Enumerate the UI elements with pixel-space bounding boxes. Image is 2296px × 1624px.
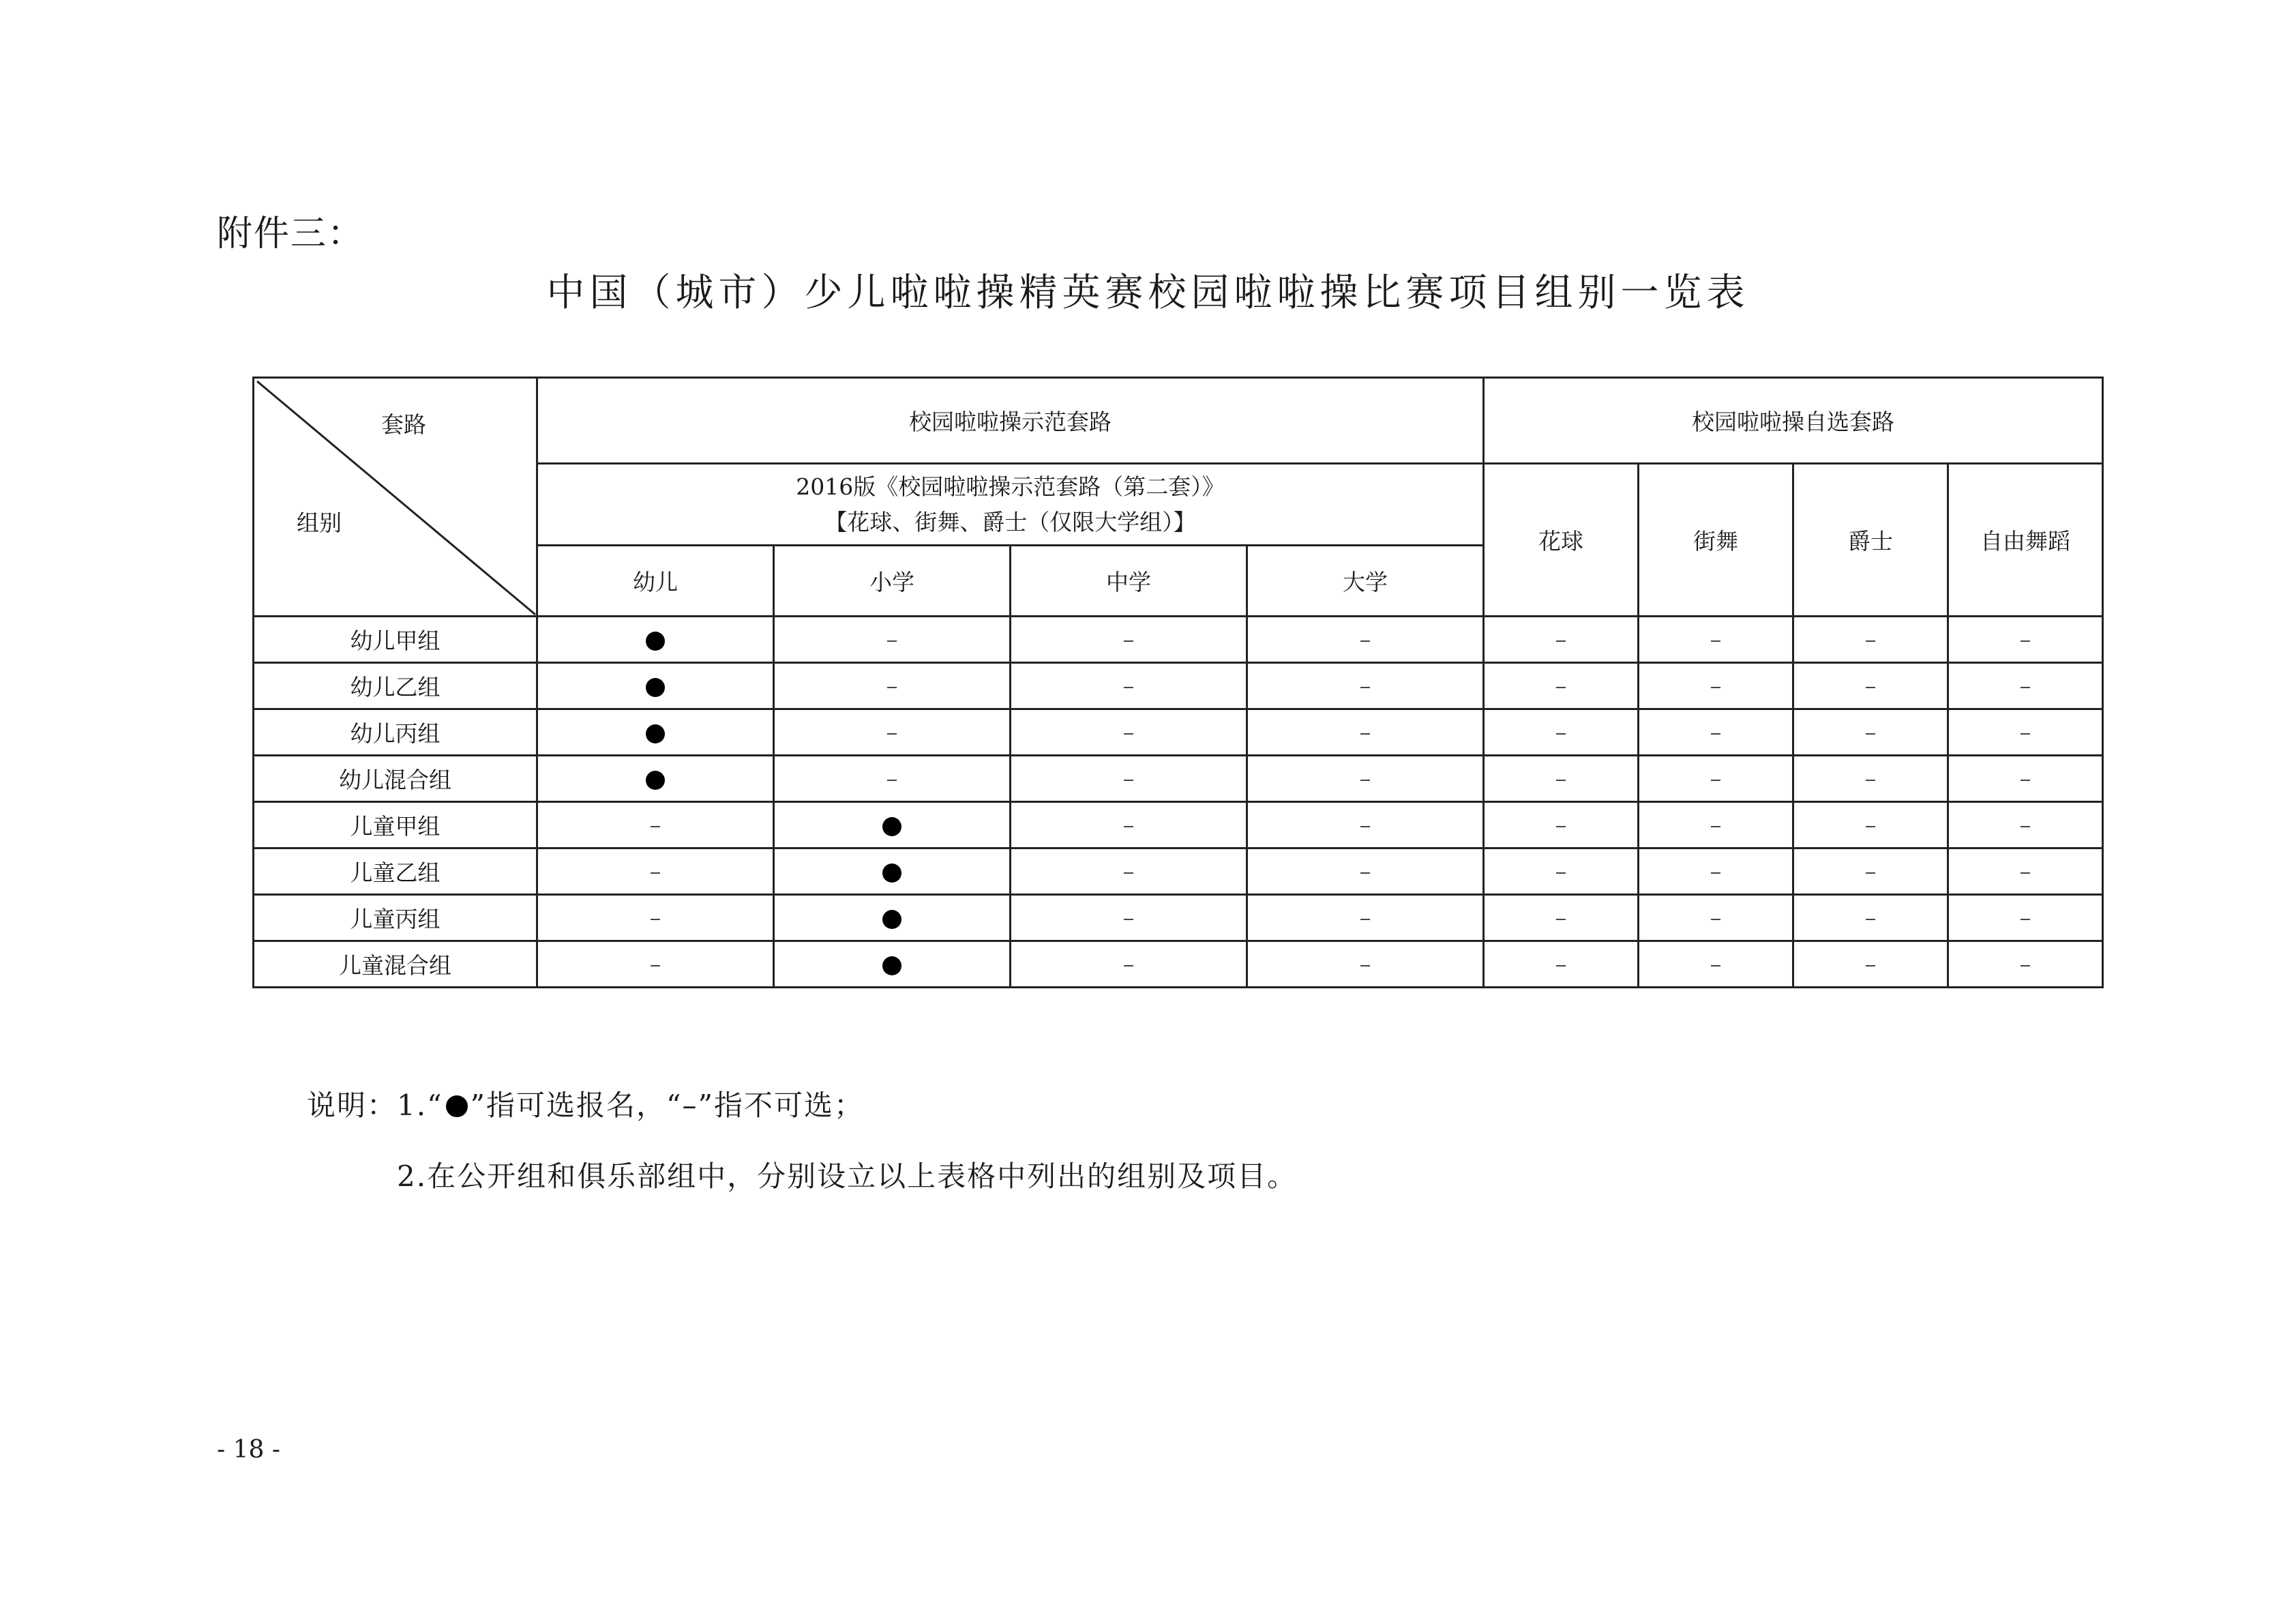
dash-icon	[887, 687, 897, 688]
table-cell	[774, 756, 1011, 802]
dash-icon	[651, 872, 660, 874]
dash-icon	[2021, 965, 2030, 966]
dash-icon	[1711, 919, 1720, 920]
table-row	[254, 802, 2103, 848]
demo-col-header: 中学	[1011, 546, 1247, 617]
free-col-header: 爵士	[1793, 464, 1948, 617]
table-cell	[537, 802, 774, 848]
table-cell	[1011, 941, 1247, 988]
table-cell	[1793, 663, 1948, 709]
dash-icon	[1711, 780, 1720, 781]
dash-icon	[1360, 965, 1370, 966]
table-cell	[1011, 663, 1247, 709]
table-cell	[1484, 941, 1639, 988]
demo-col-header: 小学	[774, 546, 1011, 617]
dash-icon	[1360, 640, 1370, 642]
dash-icon	[1124, 687, 1133, 688]
filled-dot-icon	[646, 678, 665, 697]
dash-icon	[1711, 687, 1720, 688]
table-cell	[1484, 617, 1639, 663]
filled-dot-icon	[646, 724, 665, 743]
table-cell	[1639, 709, 1793, 756]
dash-icon	[1866, 826, 1875, 827]
table-cell	[1639, 617, 1793, 663]
table-row	[254, 941, 2103, 988]
table-cell	[774, 895, 1011, 941]
dash-icon	[1124, 826, 1133, 827]
table-cell	[537, 756, 774, 802]
table-cell	[537, 663, 774, 709]
table-cell	[1011, 617, 1247, 663]
demo-col-header: 大学	[1247, 546, 1484, 617]
table-cell	[1793, 848, 1948, 895]
table-cell	[1639, 663, 1793, 709]
dash-icon	[887, 780, 897, 781]
dash-icon	[1866, 919, 1875, 920]
dash-icon	[1711, 872, 1720, 874]
table-cell	[1011, 895, 1247, 941]
table-cell	[774, 663, 1011, 709]
table-cell	[1948, 709, 2103, 756]
dash-icon	[1556, 965, 1566, 966]
dash-icon	[1124, 965, 1133, 966]
dash-icon	[1360, 919, 1370, 920]
dash-icon	[1866, 780, 1875, 781]
table-cell	[1793, 709, 1948, 756]
version-header	[537, 464, 1484, 546]
table-row	[254, 756, 2103, 802]
table-cell	[1247, 709, 1484, 756]
dash-icon	[1556, 687, 1566, 688]
table-cell	[1484, 802, 1639, 848]
table-cell	[1639, 895, 1793, 941]
table-cell	[1948, 848, 2103, 895]
table-row	[254, 709, 2103, 756]
table-cell	[1247, 895, 1484, 941]
table-cell	[1247, 756, 1484, 802]
dash-icon	[887, 640, 897, 642]
dash-icon	[1360, 872, 1370, 874]
dash-icon	[1124, 640, 1133, 642]
dash-icon	[1866, 733, 1875, 735]
table-cell	[1247, 617, 1484, 663]
filled-dot-icon	[646, 632, 665, 651]
filled-dot-icon	[446, 1095, 468, 1117]
table-row	[254, 617, 2103, 663]
table-cell	[1793, 802, 1948, 848]
version-line-2: 【花球、街舞、爵士（仅限大学组）】	[824, 508, 1196, 535]
table-cell	[1948, 802, 2103, 848]
note-1-rest: ”指可选报名，“–”指不可选；	[470, 1089, 864, 1122]
table-row	[254, 848, 2103, 895]
dash-icon	[1360, 780, 1370, 781]
dash-icon	[1124, 919, 1133, 920]
free-col-header: 街舞	[1639, 464, 1793, 617]
table-cell	[1011, 848, 1247, 895]
table-cell	[1948, 756, 2103, 802]
dash-icon	[1556, 872, 1566, 874]
dash-icon	[2021, 733, 2030, 735]
table-cell	[1793, 617, 1948, 663]
row-group-name: 儿童乙组	[254, 848, 537, 895]
document-title: 中国（城市）少儿啦啦操精英赛校园啦啦操比赛项目组别一览表	[546, 271, 1750, 315]
table-cell	[1247, 663, 1484, 709]
dash-icon	[1124, 872, 1133, 874]
dash-icon	[1711, 733, 1720, 735]
dash-icon	[1124, 780, 1133, 781]
table-row	[254, 895, 2103, 941]
table-cell	[774, 709, 1011, 756]
dash-icon	[651, 826, 660, 827]
dash-icon	[1556, 826, 1566, 827]
dash-icon	[1360, 826, 1370, 827]
free-routine-header: 校园啦啦操自选套路	[1484, 378, 2103, 464]
table-cell	[537, 941, 774, 988]
dash-icon	[1866, 872, 1875, 874]
dash-icon	[1556, 640, 1566, 642]
table-cell	[774, 848, 1011, 895]
table-cell	[1639, 848, 1793, 895]
row-group-name: 幼儿乙组	[254, 663, 537, 709]
table-cell	[537, 709, 774, 756]
dash-icon	[2021, 919, 2030, 920]
table-cell	[774, 617, 1011, 663]
table-row	[254, 663, 2103, 709]
dash-icon	[1556, 733, 1566, 735]
row-group-name: 儿童丙组	[254, 895, 537, 941]
dash-icon	[2021, 780, 2030, 781]
dash-icon	[1866, 640, 1875, 642]
table-cell	[1948, 663, 2103, 709]
table-cell	[1484, 895, 1639, 941]
dash-icon	[1866, 687, 1875, 688]
free-col-header: 自由舞蹈	[1948, 464, 2103, 617]
corner-cell	[254, 378, 537, 617]
table-cell	[1484, 756, 1639, 802]
dash-icon	[1556, 780, 1566, 781]
table-cell	[774, 802, 1011, 848]
dash-icon	[2021, 826, 2030, 827]
filled-dot-icon	[646, 771, 665, 790]
table-cell	[774, 941, 1011, 988]
dash-icon	[1866, 965, 1875, 966]
dash-icon	[2021, 872, 2030, 874]
dash-icon	[1556, 919, 1566, 920]
dash-icon	[2021, 640, 2030, 642]
table-cell	[1484, 848, 1639, 895]
note-1-prefix: 说明：1.“	[307, 1089, 443, 1122]
dash-icon	[1360, 687, 1370, 688]
corner-label-group: 组别	[297, 510, 342, 536]
table-cell	[1793, 895, 1948, 941]
table-cell	[1793, 756, 1948, 802]
row-group-name: 儿童混合组	[254, 941, 537, 988]
table-cell	[537, 895, 774, 941]
table-cell	[537, 848, 774, 895]
note-line-2: 2.在公开组和俱乐部组中，分别设立以上表格中列出的组别及项目。	[397, 1160, 1298, 1193]
dash-icon	[887, 733, 897, 735]
table-cell	[1484, 709, 1639, 756]
table-cell	[1948, 895, 2103, 941]
filled-dot-icon	[882, 956, 901, 975]
corner-label-routine: 套路	[381, 411, 426, 438]
table-cell	[1948, 941, 2103, 988]
dash-icon	[651, 965, 660, 966]
filled-dot-icon	[882, 910, 901, 929]
row-group-name: 幼儿丙组	[254, 709, 537, 756]
dash-icon	[1711, 640, 1720, 642]
table-cell	[1011, 709, 1247, 756]
table-cell	[1639, 941, 1793, 988]
table-cell	[1639, 802, 1793, 848]
attachment-label: 附件三：	[217, 213, 365, 254]
table-cell	[1247, 941, 1484, 988]
table-cell	[1484, 663, 1639, 709]
dash-icon	[2021, 687, 2030, 688]
dash-icon	[1360, 733, 1370, 735]
row-group-name: 儿童甲组	[254, 802, 537, 848]
table-cell	[537, 617, 774, 663]
table-cell	[1011, 802, 1247, 848]
table-cell	[1948, 617, 2103, 663]
row-group-name: 幼儿甲组	[254, 617, 537, 663]
table-cell	[1247, 802, 1484, 848]
filled-dot-icon	[882, 863, 901, 883]
page-number: - 18 -	[217, 1436, 281, 1464]
table-cell	[1011, 756, 1247, 802]
version-line-1: 2016版《校园啦啦操示范套路（第二套）》	[796, 473, 1225, 500]
free-col-header: 花球	[1484, 464, 1639, 617]
filled-dot-icon	[882, 817, 901, 836]
table-cell	[1639, 756, 1793, 802]
dash-icon	[1124, 733, 1133, 735]
note-line-1	[307, 1083, 864, 1124]
demo-routine-header: 校园啦啦操示范套路	[537, 378, 1484, 464]
demo-col-header: 幼儿	[537, 546, 774, 617]
category-table	[252, 377, 2104, 988]
dash-icon	[1711, 826, 1720, 827]
table-cell	[1247, 848, 1484, 895]
dash-icon	[1711, 965, 1720, 966]
row-group-name: 幼儿混合组	[254, 756, 537, 802]
dash-icon	[651, 919, 660, 920]
table-cell	[1793, 941, 1948, 988]
